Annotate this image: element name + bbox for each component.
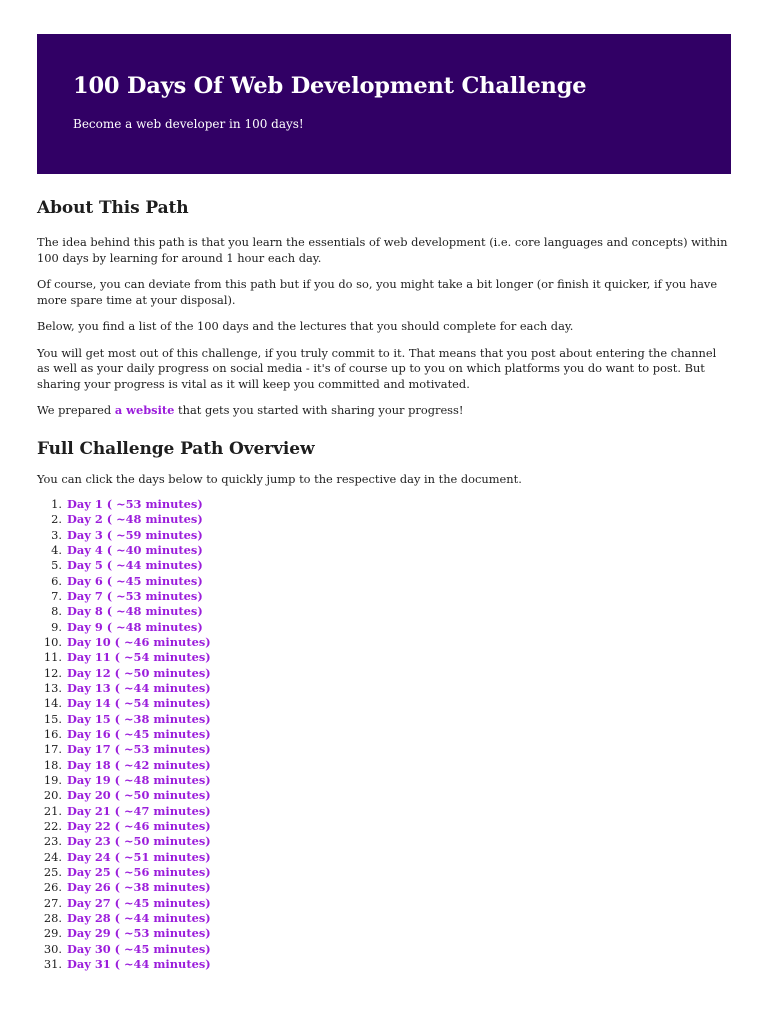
prepared-text-before: We prepared <box>37 403 115 417</box>
day-number: 7. <box>51 588 62 603</box>
day-number: 23. <box>43 834 62 849</box>
day-link[interactable]: Day 21 ( ~47 minutes) <box>67 803 211 818</box>
day-list-item <box>37 727 731 742</box>
day-link[interactable]: Day 7 ( ~53 minutes) <box>67 588 203 603</box>
day-list-item <box>37 635 731 650</box>
day-number: 29. <box>43 926 62 941</box>
page-subtitle: Become a web developer in 100 days! <box>73 117 304 131</box>
document-content <box>37 196 731 972</box>
day-list-item <box>37 497 731 512</box>
day-number: 11. <box>43 650 62 665</box>
about-paragraph-1: The idea behind this path is that you learn the essentials of web development (i.e. core languages and concepts) within 100 days by learning for around 1 hour each day. <box>37 235 728 265</box>
day-list-item <box>37 865 731 880</box>
day-link[interactable]: Day 28 ( ~44 minutes) <box>67 910 211 925</box>
day-list-item <box>37 880 731 895</box>
day-number: 1. <box>51 497 62 511</box>
day-number: 17. <box>43 742 62 757</box>
day-number: 25. <box>43 864 62 879</box>
day-list-item <box>37 650 731 665</box>
day-link[interactable]: Day 4 ( ~40 minutes) <box>67 542 203 557</box>
day-list <box>37 497 731 972</box>
day-number: 27. <box>43 895 62 910</box>
day-link[interactable]: Day 11 ( ~54 minutes) <box>67 650 211 665</box>
day-list-item <box>37 850 731 865</box>
day-list-item <box>37 574 731 589</box>
day-list-item <box>37 758 731 773</box>
day-number: 26. <box>43 880 62 895</box>
day-list-item <box>37 620 731 635</box>
day-link[interactable]: Day 26 ( ~38 minutes) <box>67 880 211 895</box>
day-link[interactable]: Day 19 ( ~48 minutes) <box>67 772 211 787</box>
day-list-item <box>37 773 731 788</box>
day-number: 10. <box>43 634 62 649</box>
day-list-item <box>37 926 731 941</box>
day-list-item <box>37 604 731 619</box>
day-number: 19. <box>43 772 62 787</box>
day-list-item <box>37 911 731 926</box>
day-number: 31. <box>43 956 62 971</box>
page-title: 100 Days Of Web Development Challenge <box>73 73 587 99</box>
day-link[interactable]: Day 20 ( ~50 minutes) <box>67 788 211 803</box>
day-number: 22. <box>43 818 62 833</box>
website-link[interactable]: a website <box>114 403 175 417</box>
day-number: 21. <box>43 803 62 818</box>
day-link[interactable]: Day 1 ( ~53 minutes) <box>67 497 203 511</box>
day-list-item <box>37 712 731 727</box>
day-link[interactable]: Day 22 ( ~46 minutes) <box>67 818 211 833</box>
day-list-item <box>37 528 731 543</box>
day-link[interactable]: Day 2 ( ~48 minutes) <box>67 512 203 527</box>
day-number: 18. <box>43 757 62 772</box>
day-list-item <box>37 957 731 972</box>
day-link[interactable]: Day 13 ( ~44 minutes) <box>67 680 211 695</box>
day-list-item <box>37 788 731 803</box>
day-list-item <box>37 589 731 604</box>
day-link[interactable]: Day 30 ( ~45 minutes) <box>67 941 211 956</box>
day-list-item <box>37 512 731 527</box>
about-paragraph-3: Below, you find a list of the 100 days and the lectures that you should complete for each day. <box>37 319 574 333</box>
day-number: 20. <box>43 788 62 803</box>
day-link[interactable]: Day 24 ( ~51 minutes) <box>67 849 211 864</box>
day-number: 5. <box>51 558 62 573</box>
day-list-item <box>37 742 731 757</box>
day-number: 6. <box>51 573 62 588</box>
day-number: 2. <box>51 512 62 527</box>
day-link[interactable]: Day 6 ( ~45 minutes) <box>67 573 203 588</box>
day-list-item <box>37 696 731 711</box>
day-number: 24. <box>43 849 62 864</box>
prepared-website-paragraph <box>37 403 731 419</box>
day-link[interactable]: Day 14 ( ~54 minutes) <box>67 696 211 711</box>
day-link[interactable]: Day 18 ( ~42 minutes) <box>67 757 211 772</box>
day-link[interactable]: Day 8 ( ~48 minutes) <box>67 604 203 619</box>
day-link[interactable]: Day 31 ( ~44 minutes) <box>67 956 211 971</box>
day-list-item <box>37 834 731 849</box>
prepared-text-after: that gets you started with sharing your progress! <box>174 403 464 417</box>
day-link[interactable]: Day 29 ( ~53 minutes) <box>67 926 211 941</box>
day-link[interactable]: Day 17 ( ~53 minutes) <box>67 742 211 757</box>
day-number: 14. <box>43 696 62 711</box>
day-number: 16. <box>43 726 62 741</box>
day-link[interactable]: Day 3 ( ~59 minutes) <box>67 527 203 542</box>
day-link[interactable]: Day 5 ( ~44 minutes) <box>67 558 203 573</box>
day-number: 12. <box>43 665 62 680</box>
day-list-item <box>37 558 731 573</box>
day-list-item <box>37 819 731 834</box>
about-paragraph-4: You will get most out of this challenge, if you truly commit to it. That means that you post about entering the channel as well as your daily progress on social media - it's of course up to you on which platforms you do want to post. But sharing your progress is vital as it will keep you committed and motivated. <box>37 345 717 391</box>
day-link[interactable]: Day 15 ( ~38 minutes) <box>67 711 211 726</box>
day-list-item <box>37 896 731 911</box>
day-number: 15. <box>43 711 62 726</box>
day-link[interactable]: Day 23 ( ~50 minutes) <box>67 834 211 849</box>
day-number: 4. <box>51 542 62 557</box>
day-list-item <box>37 804 731 819</box>
day-number: 28. <box>43 910 62 925</box>
day-link[interactable]: Day 12 ( ~50 minutes) <box>67 665 211 680</box>
day-number: 3. <box>51 527 62 542</box>
day-link[interactable]: Day 10 ( ~46 minutes) <box>67 634 211 649</box>
day-link[interactable]: Day 9 ( ~48 minutes) <box>67 619 203 634</box>
day-list-item <box>37 666 731 681</box>
overview-heading: Full Challenge Path Overview <box>37 438 315 459</box>
day-link[interactable]: Day 25 ( ~56 minutes) <box>67 864 211 879</box>
day-list-item <box>37 543 731 558</box>
day-number: 9. <box>51 619 62 634</box>
day-list-item <box>37 681 731 696</box>
overview-intro: You can click the days below to quickly jump to the respective day in the document. <box>37 471 522 486</box>
day-number: 30. <box>43 941 62 956</box>
page-header-banner <box>37 34 731 174</box>
day-link[interactable]: Day 27 ( ~45 minutes) <box>67 895 211 910</box>
about-heading: About This Path <box>37 198 189 218</box>
day-number: 13. <box>43 680 62 695</box>
day-list-item <box>37 942 731 957</box>
about-paragraph-2: Of course, you can deviate from this path but if you do so, you might take a bit longer (or finish it quicker, if you have more spare time at your disposal). <box>37 277 718 307</box>
day-number: 8. <box>51 604 62 619</box>
day-link[interactable]: Day 16 ( ~45 minutes) <box>67 726 211 741</box>
